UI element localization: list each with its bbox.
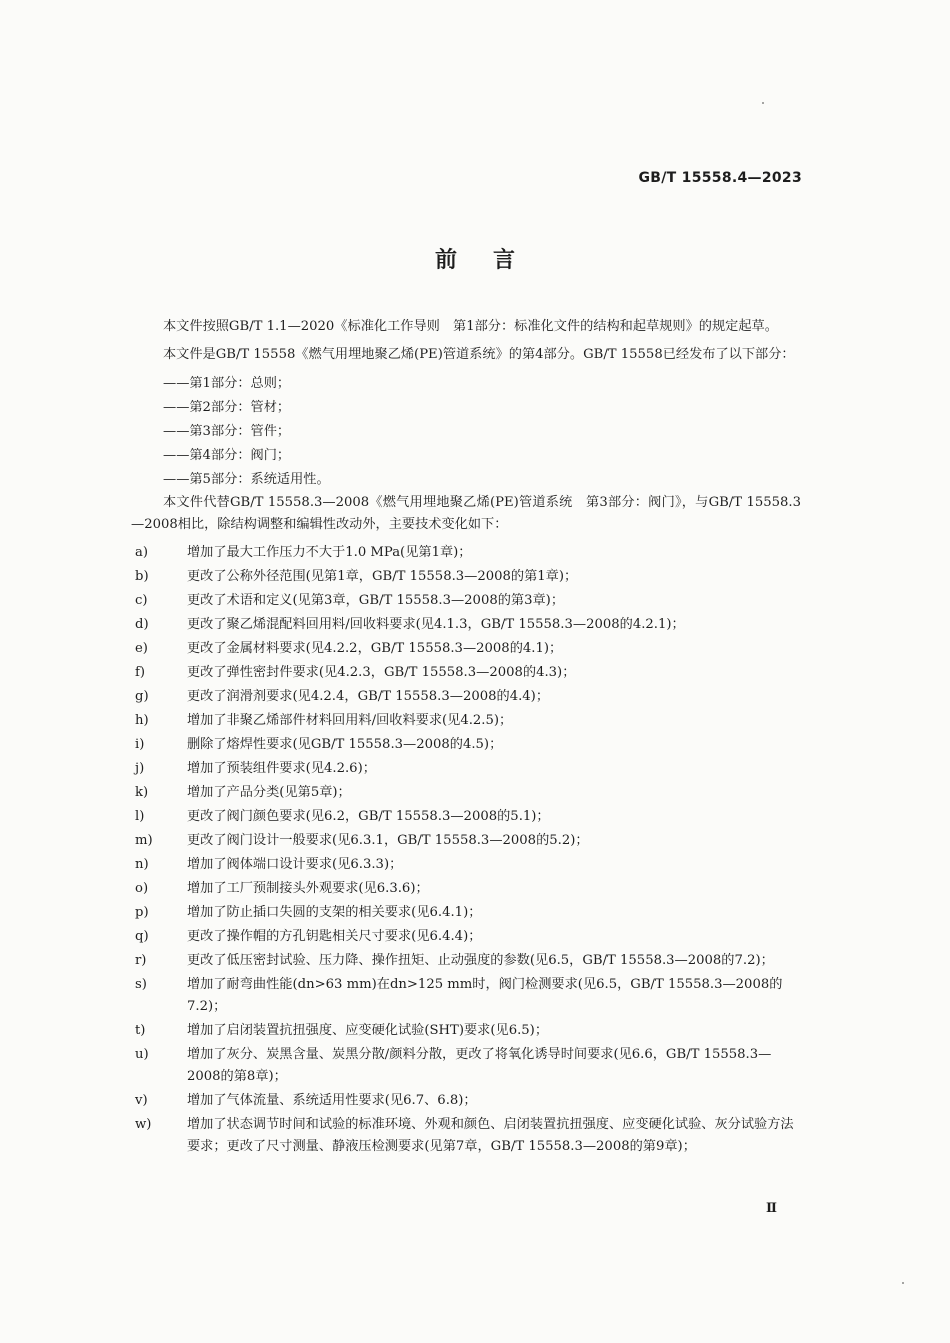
item-text: 删除了熔焊性要求(见GB/T 15558.3—2008的4.5)； — [187, 737, 503, 752]
item-text: 增加了工厂预制接头外观要求(见6.3.6)； — [187, 881, 429, 896]
item-text: 增加了状态调节时间和试验的标准环境、外观和颜色、启闭装置抗扭强度、应变硬化试验、灰分试验方法要求；更改了尺寸测量、静液压检测要求(见第7章，GB/T 15558.3—2008的第9章)； — [187, 1117, 794, 1154]
item-marker: a) — [135, 545, 149, 560]
standard-number: GB/T 15558.4—2023 — [638, 170, 802, 186]
list-item — [131, 854, 801, 876]
item-marker: i) — [135, 737, 145, 752]
item-text: 增加了灰分、炭黑含量、炭黑分散/颜料分散，更改了将氧化诱导时间要求(见6.6，GB/T 15558.3—2008的第8章)； — [187, 1047, 772, 1084]
list-item — [131, 806, 801, 828]
item-marker: f) — [135, 665, 146, 680]
list-item — [131, 590, 801, 612]
item-text: 更改了阀门颜色要求(见6.2，GB/T 15558.3—2008的5.1)； — [187, 809, 550, 824]
page-number: Ⅱ — [766, 1201, 777, 1216]
item-text: 增加了气体流量、系统适用性要求(见6.7、6.8)； — [187, 1093, 477, 1108]
item-marker: c) — [135, 593, 148, 608]
list-item — [131, 902, 801, 924]
item-marker: r) — [135, 953, 147, 968]
item-text: 更改了阀门设计一般要求(见6.3.1，GB/T 15558.3—2008的5.2)； — [187, 833, 589, 848]
list-item — [131, 878, 801, 900]
list-item: ——第3部分：管件； — [163, 424, 291, 439]
list-item: ——第4部分：阀门； — [163, 448, 291, 463]
list-item — [131, 686, 801, 708]
list-item — [131, 614, 801, 636]
item-text: 更改了金属材料要求(见4.2.2，GB/T 15558.3—2008的4.1)； — [187, 641, 563, 656]
list-item — [131, 1114, 801, 1158]
item-marker: k) — [135, 785, 149, 800]
item-text: 增加了阀体端口设计要求(见6.3.3)； — [187, 857, 403, 872]
item-text: 增加了防止插口失圆的支架的相关要求(见6.4.1)； — [187, 905, 482, 920]
item-text: 增加了耐弯曲性能(dn>63 mm)在dn>125 mm时，阀门检测要求(见6.5，GB/T 15558.3—2008的7.2)； — [187, 977, 783, 1014]
scan-speck — [762, 102, 764, 104]
item-marker: g) — [135, 689, 149, 704]
item-text: 更改了弹性密封件要求(见4.2.3，GB/T 15558.3—2008的4.3)； — [187, 665, 576, 680]
scan-speck — [902, 1282, 904, 1284]
item-marker: m) — [135, 833, 153, 848]
parts-list — [131, 372, 801, 492]
item-text: 增加了预装组件要求(见4.2.6)； — [187, 761, 376, 776]
item-text: 增加了最大工作压力不大于1.0 MPa(见第1章)； — [187, 545, 472, 560]
item-marker: w) — [135, 1117, 152, 1132]
list-item — [131, 662, 801, 684]
changes-list — [131, 542, 801, 1158]
item-marker: d) — [135, 617, 149, 632]
item-text: 更改了聚乙烯混配料回用料/回收料要求(见4.1.3，GB/T 15558.3—2008的4.2.1)； — [187, 617, 685, 632]
list-item — [131, 710, 801, 732]
item-text: 增加了产品分类(见第5章)； — [187, 785, 351, 800]
item-marker: l) — [135, 809, 145, 824]
item-text: 增加了启闭装置抗扭强度、应变硬化试验(SHT)要求(见6.5)； — [187, 1023, 549, 1038]
list-item — [131, 734, 801, 756]
item-marker: s) — [135, 977, 147, 992]
item-marker: n) — [135, 857, 149, 872]
item-marker: t) — [135, 1023, 146, 1038]
item-text: 更改了术语和定义(见第3章，GB/T 15558.3—2008的第3章)； — [187, 593, 565, 608]
list-item — [131, 1044, 801, 1088]
list-item — [131, 950, 801, 972]
page-title: 前言 — [434, 248, 551, 273]
list-item — [131, 566, 801, 588]
list-item — [131, 1020, 801, 1042]
document-body — [131, 316, 801, 1160]
list-item — [131, 542, 801, 564]
item-marker: u) — [135, 1047, 149, 1062]
intro-paragraph: 本文件按照GB/T 1.1—2020《标准化工作导则 第1部分：标准化文件的结构和起草规则》的规定起草。 — [163, 319, 778, 334]
item-text: 更改了公称外径范围(见第1章，GB/T 15558.3—2008的第1章)； — [187, 569, 578, 584]
item-marker: p) — [135, 905, 149, 920]
item-marker: o) — [135, 881, 149, 896]
list-item — [131, 830, 801, 852]
item-text: 更改了润滑剂要求(见4.2.4，GB/T 15558.3—2008的4.4)； — [187, 689, 550, 704]
list-item: ——第2部分：管材； — [163, 400, 291, 415]
list-item — [131, 782, 801, 804]
item-marker: b) — [135, 569, 149, 584]
item-text: 更改了操作帽的方孔钥匙相关尺寸要求(见6.4.4)； — [187, 929, 482, 944]
item-marker: e) — [135, 641, 148, 656]
list-item — [131, 758, 801, 780]
replace-paragraph: 本文件代替GB/T 15558.3—2008《燃气用埋地聚乙烯(PE)管道系统 第3部分：阀门》，与GB/T 15558.3—2008相比，除结构调整和编辑性改动外，主要技术变化如下： — [131, 495, 801, 532]
list-item: ——第1部分：总则； — [163, 376, 291, 391]
item-text: 增加了非聚乙烯部件材料回用料/回收料要求(见4.2.5)； — [187, 713, 513, 728]
item-marker: q) — [135, 929, 149, 944]
item-text: 更改了低压密封试验、压力降、操作扭矩、止动强度的参数(见6.5，GB/T 15558.3—2008的7.2)； — [187, 953, 774, 968]
list-item — [131, 638, 801, 660]
scope-paragraph: 本文件是GB/T 15558《燃气用埋地聚乙烯(PE)管道系统》的第4部分。GB/T 15558已经发布了以下部分： — [163, 347, 795, 362]
list-item — [131, 926, 801, 948]
item-marker: j) — [135, 761, 145, 776]
item-marker: v) — [135, 1093, 148, 1108]
list-item — [131, 1090, 801, 1112]
item-marker: h) — [135, 713, 149, 728]
list-item: ——第5部分：系统适用性。 — [163, 472, 330, 487]
list-item — [131, 974, 801, 1018]
